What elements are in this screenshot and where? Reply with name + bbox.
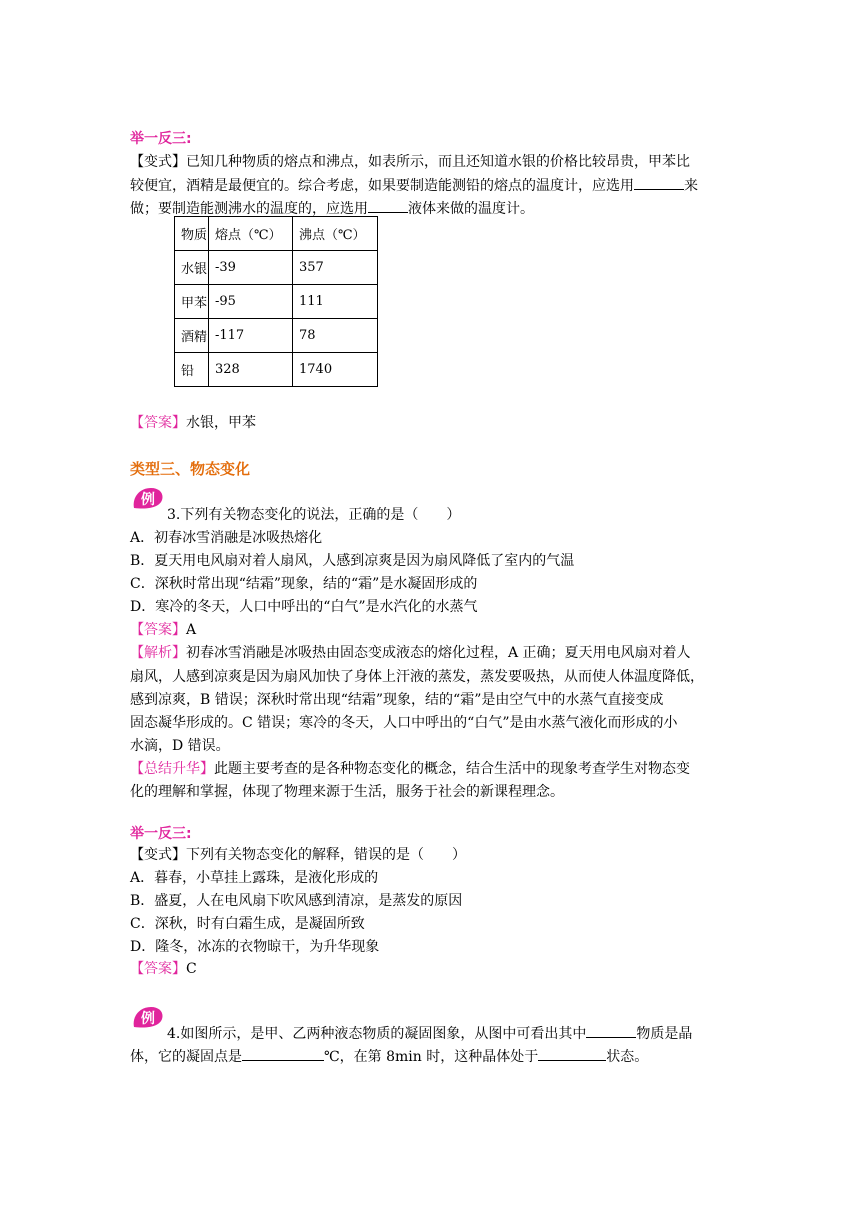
answer-tag: 【答案】: [130, 415, 186, 431]
analysis-tag: 【解析】: [130, 645, 186, 661]
example4-line-1: [167, 1023, 777, 1045]
summary-text: 此题主要考查的是各种物态变化的概念，结合生活中的现象考查学生对物态变: [214, 761, 690, 777]
variant-tag: 【变式】: [130, 154, 186, 170]
type-heading: 类型三、物态变化: [130, 460, 251, 478]
answer-tag: 【答案】: [130, 622, 186, 638]
table-cell: 111: [293, 285, 378, 319]
example4-line-2: [130, 1046, 740, 1068]
table-header-row: [175, 217, 378, 251]
option-d: D．隆冬，冰冻的衣物晾干，为升华现象: [130, 939, 380, 955]
melting-boiling-table: [174, 216, 378, 387]
table-cell: 1740: [293, 353, 378, 387]
table-cell: 水银: [175, 251, 209, 285]
badge-text: 例: [141, 1011, 155, 1027]
section-heading: 举一反三:: [130, 826, 192, 842]
variant-text: 来: [684, 178, 698, 194]
example4-text: 体，它的凝固点是: [130, 1049, 242, 1065]
analysis-line-1: [130, 642, 740, 664]
variant-question: 下列有关物态变化的解释，错误的是（ ）: [186, 847, 466, 863]
analysis-line-3: 感到凉爽，B 错误；深秋时常出现“结霜”现象，结的“霜”是由空气中的水蒸气直接变成: [130, 692, 664, 708]
table-cell: 357: [293, 251, 378, 285]
answer-text: A: [186, 622, 197, 638]
answer-tag: 【答案】: [130, 961, 186, 977]
table-header-cell: 物质: [175, 217, 209, 251]
analysis-line-2: 扇风，人感到凉爽是因为扇风加快了身体上汗液的蒸发，蒸发要吸热，从而使人体温度降低，: [130, 669, 704, 685]
option-d: D．寒冷的冬天，人口中呼出的“白气”是水汽化的水蒸气: [130, 599, 478, 615]
summary-line-2: 化的理解和掌握，体现了物理来源于生活，服务于社会的新课程理念。: [130, 784, 564, 800]
summary-tag: 【总结升华】: [130, 761, 214, 777]
example3-question: 3.下列有关物态变化的说法，正确的是（ ）: [167, 507, 461, 523]
answer-line: [130, 412, 740, 434]
table-row: [175, 285, 378, 319]
summary-line-1: [130, 758, 740, 780]
table-cell: -95: [209, 285, 293, 319]
answer-line: [130, 958, 740, 980]
variant-line: [130, 844, 740, 866]
option-c: C．深秋时常出现“结霜”现象，结的“霜”是水凝固形成的: [130, 576, 478, 592]
table-header-cell: 熔点（℃）: [209, 217, 293, 251]
example-badge-icon: [131, 486, 165, 512]
option-a: A．暮春，小草挂上露珠，是液化形成的: [130, 870, 379, 886]
table-cell: 78: [293, 319, 378, 353]
table-row: [175, 251, 378, 285]
variant-text: 液体来做的温度计。: [408, 201, 534, 217]
table-cell: -39: [209, 251, 293, 285]
analysis-line-5: 水滴，D 错误。: [130, 738, 230, 754]
answer-line: [130, 619, 740, 641]
variant-text: 较便宜，酒精是最便宜的。综合考虑，如果要制造能测铅的熔点的温度计，应选用: [130, 178, 634, 194]
answer-blank: [242, 1046, 324, 1061]
table-header-cell: 沸点（℃）: [293, 217, 378, 251]
section-heading: 举一反三:: [130, 131, 192, 147]
answer-text: 水银，甲苯: [186, 415, 256, 431]
example4-text: ℃，在第 8min 时，这种晶体处于: [324, 1049, 539, 1065]
table-cell: 328: [209, 353, 293, 387]
table-row: [175, 319, 378, 353]
answer-blank: [538, 1046, 606, 1061]
example4-text: 状态。: [606, 1049, 649, 1065]
table-cell: 铅: [175, 353, 209, 387]
badge-text: 例: [141, 492, 155, 508]
table-cell: 甲苯: [175, 285, 209, 319]
example4-text: 物质是晶: [636, 1026, 693, 1042]
table-row: [175, 353, 378, 387]
variant-line-1: [130, 151, 740, 173]
option-b: B．夏天用电风扇对着人扇风，人感到凉爽是因为扇风降低了室内的气温: [130, 553, 575, 569]
table-cell: 酒精: [175, 319, 209, 353]
variant-line-2: [130, 175, 740, 197]
variant-text: 已知几种物质的熔点和沸点，如表所示，而且还知道水银的价格比较昂贵，甲苯比: [186, 154, 690, 170]
answer-text: C: [186, 961, 197, 977]
variant-tag: 【变式】: [130, 847, 186, 863]
table-cell: -117: [209, 319, 293, 353]
answer-blank: [634, 175, 684, 190]
answer-blank: [586, 1023, 636, 1038]
variant-text: 做；要制造能测沸水的温度的，应选用: [130, 201, 368, 217]
example-badge-icon: [131, 1005, 165, 1031]
option-b: B．盛夏，人在电风扇下吹风感到清凉，是蒸发的原因: [130, 893, 463, 909]
answer-blank: [368, 198, 408, 213]
option-c: C．深秋，时有白霜生成，是凝固所致: [130, 916, 365, 932]
option-a: A．初春冰雪消融是冰吸热熔化: [130, 530, 323, 546]
analysis-text: 初春冰雪消融是冰吸热由固态变成液态的熔化过程，A 正确；夏天用电风扇对着人: [186, 645, 691, 661]
analysis-line-4: 固态凝华形成的。C 错误；寒冷的冬天，人口中呼出的“白气”是由水蒸气液化而形成的小: [130, 715, 678, 731]
example4-text: 4.如图所示，是甲、乙两种液态物质的凝固图象，从图中可看出其中: [167, 1026, 587, 1042]
